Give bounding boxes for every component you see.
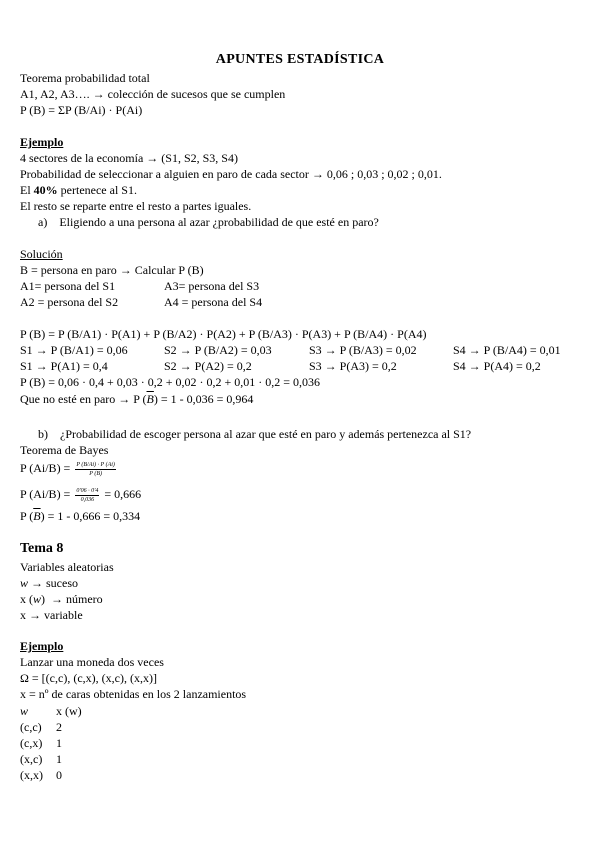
table-cell: (x,x): [20, 768, 43, 782]
text-line: A3= persona del S3: [164, 279, 260, 293]
page-title: APUNTES ESTADÍSTICA: [215, 52, 385, 67]
section-heading-ejemplo: Ejemplo: [20, 639, 64, 653]
text-line: A4 = persona del S4: [164, 295, 263, 309]
text-line: 4 sectores de la economía → (S1, S2, S3, S4): [20, 151, 238, 165]
fraction-denominator: P (B): [89, 470, 102, 477]
text-line: Ω = [(c,c), (c,x), (x,c), (x,x)]: [20, 671, 157, 685]
table-cell: 1: [56, 736, 62, 750]
text-span: P (: [20, 509, 34, 523]
text-span: → suceso: [28, 576, 79, 590]
grid-cell: S1 → P (B/A1) = 0,06: [20, 343, 128, 357]
question-a: a) Eligiendo a una persona al azar ¿probabilidad de que esté en paro?: [38, 215, 379, 229]
table-cell: (x,c): [20, 752, 43, 766]
text-line: [20, 591, 103, 607]
text-span: pertenece al S1.: [57, 183, 137, 197]
text-line: Probabilidad de seleccionar a alguien en paro de cada sector → 0,06 ; 0,03 ; 0,02 ; 0,01.: [20, 167, 442, 181]
grid-cell: S3 → P (B/A3) = 0,02: [309, 343, 417, 357]
text-line: Teorema de Bayes: [20, 443, 109, 457]
text-line: A1, A2, A3…. → colección de sucesos que se cumplen: [20, 87, 286, 101]
fraction-denominator: 0,036: [80, 496, 95, 503]
text-span: ) = 1 - 0,036 = 0,964: [153, 392, 254, 406]
overlined-b: $\overline{B}$: [146, 392, 154, 406]
text-line: x = nº de caras obtenidas en los 2 lanzamientos: [20, 687, 247, 701]
text-line: P (B) = ΣP (B/Ai) · P(Ai): [20, 103, 143, 117]
table-header-w: w: [20, 704, 29, 718]
text-span: P (Ai/B) =: [20, 461, 71, 475]
bold-percent: 40%: [33, 183, 58, 197]
text-span: Que no esté en paro → P (: [20, 392, 147, 406]
overlined-b: $\overline{B}$: [33, 509, 41, 523]
text-line: [20, 182, 137, 198]
text-span: x (: [20, 592, 33, 606]
text-span: = 0,666: [104, 487, 142, 501]
question-b: b) ¿Probabilidad de escoger persona al azar que esté en paro y además pertenezca al S1?: [38, 427, 472, 441]
text-line: A1= persona del S1: [20, 279, 116, 293]
text-line: Teorema probabilidad total: [20, 71, 150, 85]
text-span: ) = 1 - 0,666 = 0,334: [40, 509, 141, 523]
formula-line: P (B) = 0,06 · 0,4 + 0,03 · 0,2 + 0,02 · 0,2 + 0,01 · 0,2 = 0,036: [20, 375, 321, 389]
section-heading-tema-8: Tema 8: [20, 541, 64, 556]
table-cell: 1: [56, 752, 62, 766]
table-cell: (c,c): [20, 720, 42, 734]
section-heading-solucion: Solución: [20, 247, 63, 261]
fraction-numerator: P (B/Ai) · P (Ai): [76, 461, 115, 468]
table-cell: 2: [56, 720, 62, 734]
section-heading-ejemplo: Ejemplo: [20, 135, 64, 149]
italic-w: w: [33, 592, 42, 606]
text-span: El: [20, 183, 34, 197]
grid-cell: S3 → P(A3) = 0,2: [309, 359, 397, 373]
text-line: x → variable: [20, 608, 83, 622]
grid-cell: S1 → P(A1) = 0,4: [20, 359, 108, 373]
text-line: [20, 575, 78, 591]
formula-line: [20, 508, 140, 524]
table-cell: 0: [56, 768, 62, 782]
text-line: B = persona en paro → Calcular P (B): [20, 263, 204, 277]
fraction: [75, 487, 99, 504]
text-span: ) → número: [41, 592, 103, 606]
grid-cell: S4 → P(A4) = 0,2: [453, 359, 541, 373]
text-line: Lanzar una moneda dos veces: [20, 655, 164, 669]
grid-cell: S2 → P(A2) = 0,2: [164, 359, 252, 373]
formula-line: [20, 391, 253, 407]
table-cell: (c,x): [20, 736, 43, 750]
text-span: P (Ai/B) =: [20, 487, 71, 501]
italic-w: w: [20, 576, 29, 590]
text-line: El resto se reparte entre el resto a partes iguales.: [20, 199, 252, 213]
text-line: A2 = persona del S2: [20, 295, 119, 309]
grid-cell: S2 → P (B/A2) = 0,03: [164, 343, 272, 357]
text-line: Variables aleatorias: [20, 560, 114, 574]
fraction-numerator: 0'06 · 0'4: [76, 487, 99, 494]
bayes-result: [20, 486, 141, 504]
bayes-formula: [20, 460, 118, 478]
table-header-xw: x (w): [56, 704, 82, 718]
formula-line: P (B) = P (B/A1) · P(A1) + P (B/A2) · P(A2) + P (B/A3) · P(A3) + P (B/A4) · P(A4): [20, 327, 427, 341]
grid-cell: S4 → P (B/A4) = 0,01: [453, 343, 561, 357]
fraction: [75, 461, 116, 478]
